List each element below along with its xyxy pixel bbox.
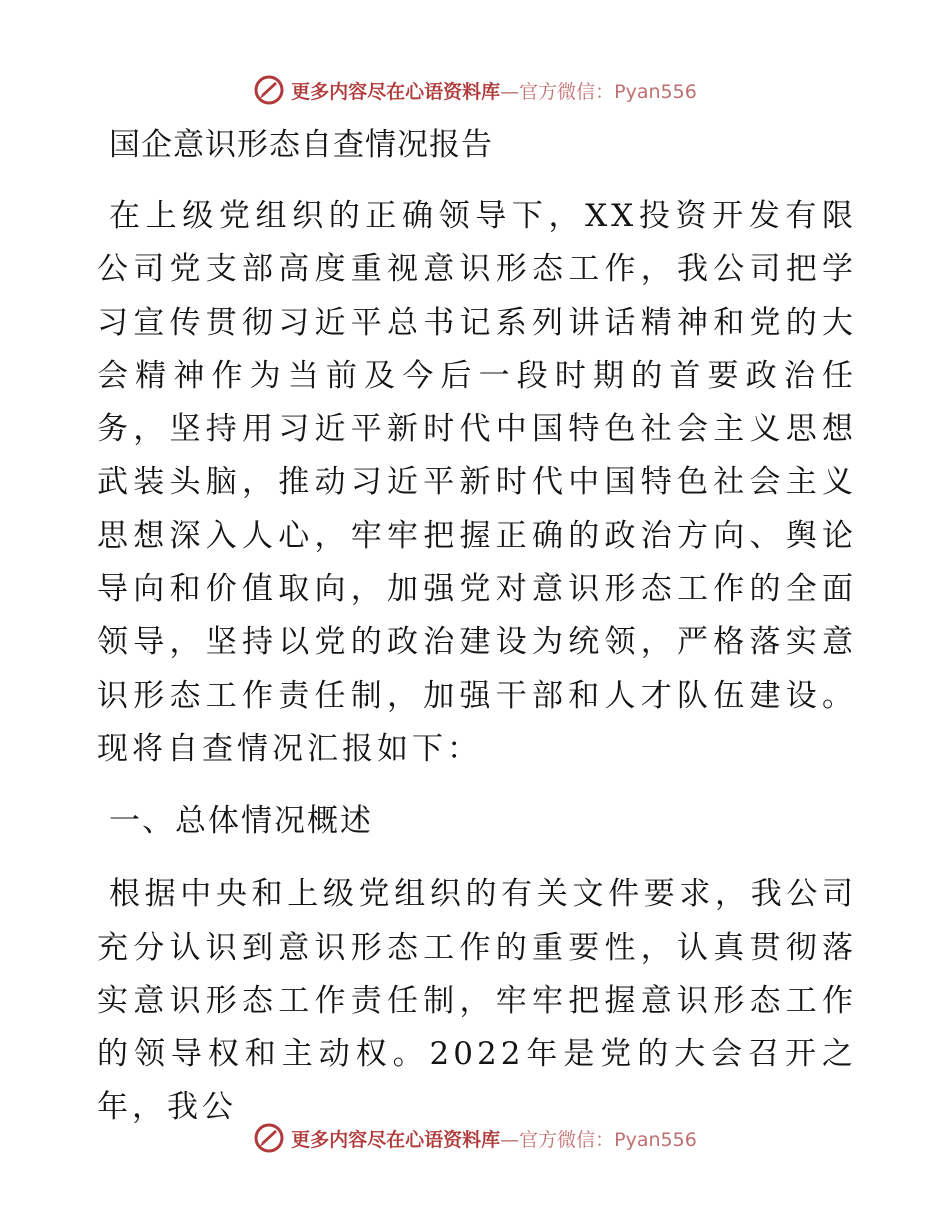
- watermark-header: [0, 70, 950, 110]
- logo-icon: [253, 1122, 285, 1154]
- document-title: 国企意识形态自查情况报告: [109, 127, 493, 163]
- logo-icon: [253, 74, 285, 106]
- watermark-text: [291, 1125, 697, 1152]
- watermark-main-text: 更多内容尽在心语资料库: [291, 1128, 501, 1151]
- watermark-sub-text: —官方微信：Pyan556: [500, 1128, 697, 1151]
- watermark-main-text: 更多内容尽在心语资料库: [291, 80, 501, 103]
- paragraph-intro: 在上级党组织的正确领导下，XX投资开发有限公司党支部高度重视意识形态工作，我公司把学习宣传贯彻习近平总书记系列讲话精神和党的大会精神作为当前及今后一段时期的首要政治任务，坚持用习近平新时代中国特色社会主义思想武装头脑，推动习近平新时代中国特色社会主义思想深入人心，牢牢把握正确的政治方向、舆论导向和价值取向，加强党对意识形态工作的全面领导，坚持以党的政治建设为统领，严格落实意识形态工作责任制，加强干部和人才队伍建设。现将自查情况汇报如下：: [97, 198, 857, 767]
- watermark-sub-text: —官方微信：Pyan556: [500, 80, 697, 103]
- watermark-text: [291, 77, 697, 104]
- document-body: [97, 120, 857, 1155]
- paragraph-overview: 根据中央和上级党组织的有关文件要求，我公司充分认识到意识形态工作的重要性，认真贯彻落实意识形态工作责任制，牢牢把握意识形态工作的领导权和主动权。2022年是党的大会召开之年，我公: [97, 876, 857, 1126]
- section-heading-overview: 一、总体情况概述: [109, 803, 373, 840]
- watermark-footer: [0, 1118, 950, 1158]
